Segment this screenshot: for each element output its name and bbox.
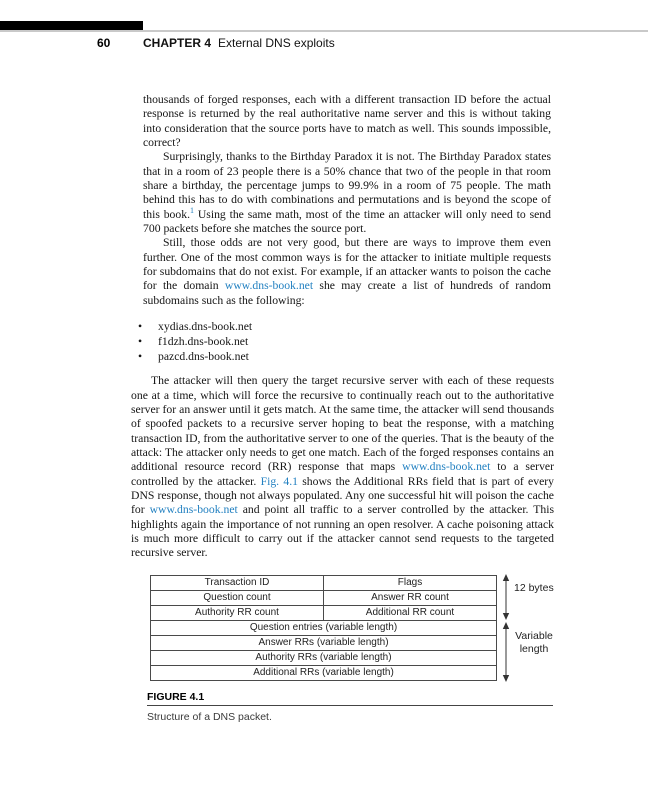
body-text-column bbox=[131, 93, 555, 561]
table-cell: Additional RRs (variable length) bbox=[253, 667, 394, 678]
paragraph bbox=[143, 236, 551, 308]
header-black-bar bbox=[0, 21, 143, 30]
subdomain-list bbox=[143, 319, 551, 364]
table-row bbox=[151, 590, 496, 605]
paragraph bbox=[143, 93, 551, 150]
bytes-size-label: 12 bytes bbox=[514, 582, 554, 594]
paragraph-text: Using the same math, most of the time an attacker will only need to send 700 packets before she matches the source port. bbox=[143, 207, 551, 236]
paragraph-text: and point all traffic to a server controlled by the attacker. This highlights again the importance of not running an open resolver. A cache poisoning attack is much more difficult to carry out if the attacker cannot send requests to the targeted recursive server. bbox=[131, 503, 554, 560]
paragraph-text: The attacker will then query the target recursive server with each of these requests one at a time, which will force the recursive to continually reach out to the authoritative server for an answer until it gets match. At the same time, the attacker will send thousands of spoofed packets to a recursive server hoping to beat the response, with a matching transaction ID, from the authoritative server to one of the queries. That is the beauty of the attack: The attacker only needs to get one match. Each of the forged responses contains an additional resource record (RR) response that maps bbox=[131, 374, 554, 474]
footnote-reference-link[interactable]: 1 bbox=[190, 205, 195, 215]
table-cell: Flags bbox=[397, 577, 423, 588]
table-row bbox=[151, 650, 496, 665]
table-cell: Answer RRs (variable length) bbox=[258, 637, 389, 648]
size-arrows-icon bbox=[499, 574, 513, 684]
page-number: 60 bbox=[97, 36, 111, 50]
paragraph bbox=[143, 150, 551, 236]
paragraph-text: Still, those odds are not very good, but there are ways to improve them even further. One of the most common ways is for the attacker to initiate multiple requests for subdomains that do not exist. For example, if an attacker wants to poison the cache for the domain bbox=[143, 236, 551, 293]
list-item: • f1dzh.dns-book.net bbox=[138, 334, 551, 349]
dns-packet-table bbox=[150, 575, 497, 681]
figure-caption: Structure of a DNS packet. bbox=[147, 711, 272, 723]
figure-rule bbox=[147, 705, 553, 706]
table-cell: Question count bbox=[151, 591, 324, 605]
running-head bbox=[143, 36, 335, 50]
table-row bbox=[151, 620, 496, 635]
paragraph-text: Surprisingly, thanks to the Birthday Paradox it is not. The Birthday Paradox states that in a room of 23 people there is a 50% chance that two of the people in that room share a birthday, the percentage jumps to 99.9% in a room of 75 people. The math behind this has to do with combinations and permutations and is beyond the scope of this book. bbox=[143, 150, 551, 221]
table-row bbox=[151, 576, 496, 590]
chapter-label: CHAPTER 4 bbox=[143, 36, 212, 50]
figure-label: FIGURE 4.1 bbox=[147, 691, 205, 703]
table-row bbox=[151, 665, 496, 680]
table-cell: Authority RR count bbox=[151, 606, 324, 620]
table-cell: Additional RR count bbox=[365, 607, 455, 618]
paragraph-text: shows the Additional RRs field that is part of every DNS response, though not always populated. Any one successful hit will poison the cache for bbox=[131, 474, 555, 517]
table-cell: Answer RR count bbox=[371, 592, 449, 603]
domain-hyperlink[interactable]: www.dns-book.net bbox=[402, 460, 491, 474]
table-row bbox=[151, 605, 496, 620]
table-row bbox=[151, 635, 496, 650]
domain-hyperlink[interactable]: www.dns-book.net bbox=[149, 503, 238, 517]
chapter-title: External DNS exploits bbox=[218, 36, 335, 50]
list-item: • xydias.dns-book.net bbox=[138, 319, 551, 334]
list-item: • pazcd.dns-book.net bbox=[138, 349, 551, 364]
variable-length-label: Variable length bbox=[515, 630, 553, 655]
table-cell: Authority RRs (variable length) bbox=[255, 652, 392, 663]
paragraph-text: to a server controlled by the attacker. bbox=[131, 460, 554, 488]
paragraph-text: thousands of forged responses, each with a different transaction ID before the actual response is returned by the real authoritative name server and this is without taking into consideration that the source ports have to match as well. This sounds impossible, correct? bbox=[143, 93, 551, 150]
header-gray-rule bbox=[0, 30, 648, 32]
domain-hyperlink[interactable]: www.dns-book.net bbox=[224, 279, 314, 293]
table-cell: Question entries (variable length) bbox=[249, 622, 398, 633]
paragraph bbox=[131, 374, 554, 560]
table-cell: Transaction ID bbox=[151, 576, 324, 590]
figure-reference-link[interactable]: Fig. 4.1 bbox=[260, 474, 298, 488]
paragraph-text: she may create a list of hundreds of random subdomains such as the following: bbox=[143, 279, 551, 307]
